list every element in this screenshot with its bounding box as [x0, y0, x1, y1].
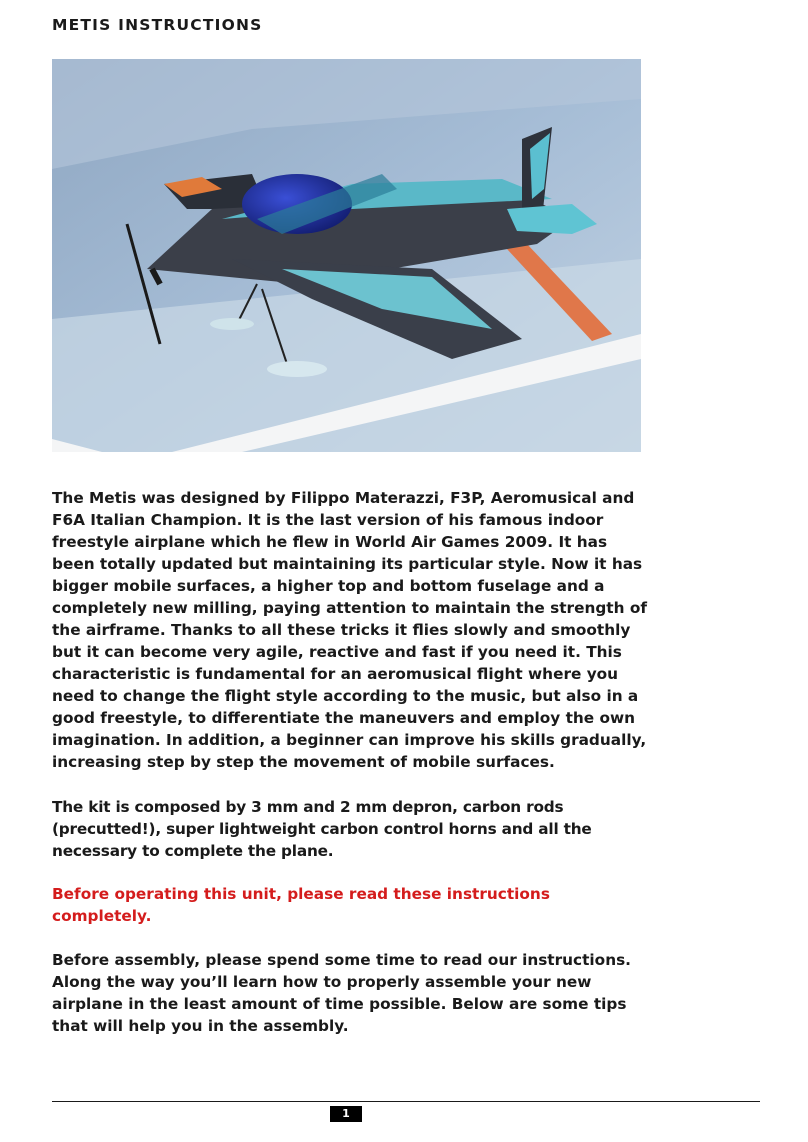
- page-title: METIS INSTRUCTIONS: [52, 16, 263, 34]
- intro-paragraph: The Metis was designed by Filippo Materazzi, F3P, Aeromusical and F6A Italian Champion. It is the last version of his famous indoor freestyle airplane which he flew in World Air Games 2009. It has been totally updated but maintaining its particular style. Now it has bigger mobile surfaces, a higher top and bottom fuselage and a completely new milling, paying attention to maintain the strength of the airframe. Thanks to all these tricks it flies slowly and smoothly but it can become very agile, reactive and fast if you need it. This characteristic is fundamental for an aeromusical flight where you need to change the flight style according to the music, but also in a good freestyle, to differentiate the maneuvers and employ the own imagination. In addition, a beginner can improve his skills gradually, increasing step by step the movement of mobile surfaces.: [52, 489, 648, 771]
- assembly-paragraph: Before assembly, please spend some time to read our instructions. Along the way you’ll learn how to properly assemble your new airplane in the least amount of time possible. Below are some tips that will help you in the assembly.: [52, 951, 631, 1035]
- airplane-photo: [52, 59, 641, 452]
- kit-paragraph: The kit is composed by 3 mm and 2 mm depron, carbon rods (precutted!), super lightweight carbon control horns and all the necessary to complete the plane.: [52, 798, 592, 860]
- page-number: 1: [330, 1106, 362, 1122]
- warning-paragraph: Before operating this unit, please read these instructions completely.: [52, 885, 550, 925]
- footer-divider: [52, 1101, 760, 1102]
